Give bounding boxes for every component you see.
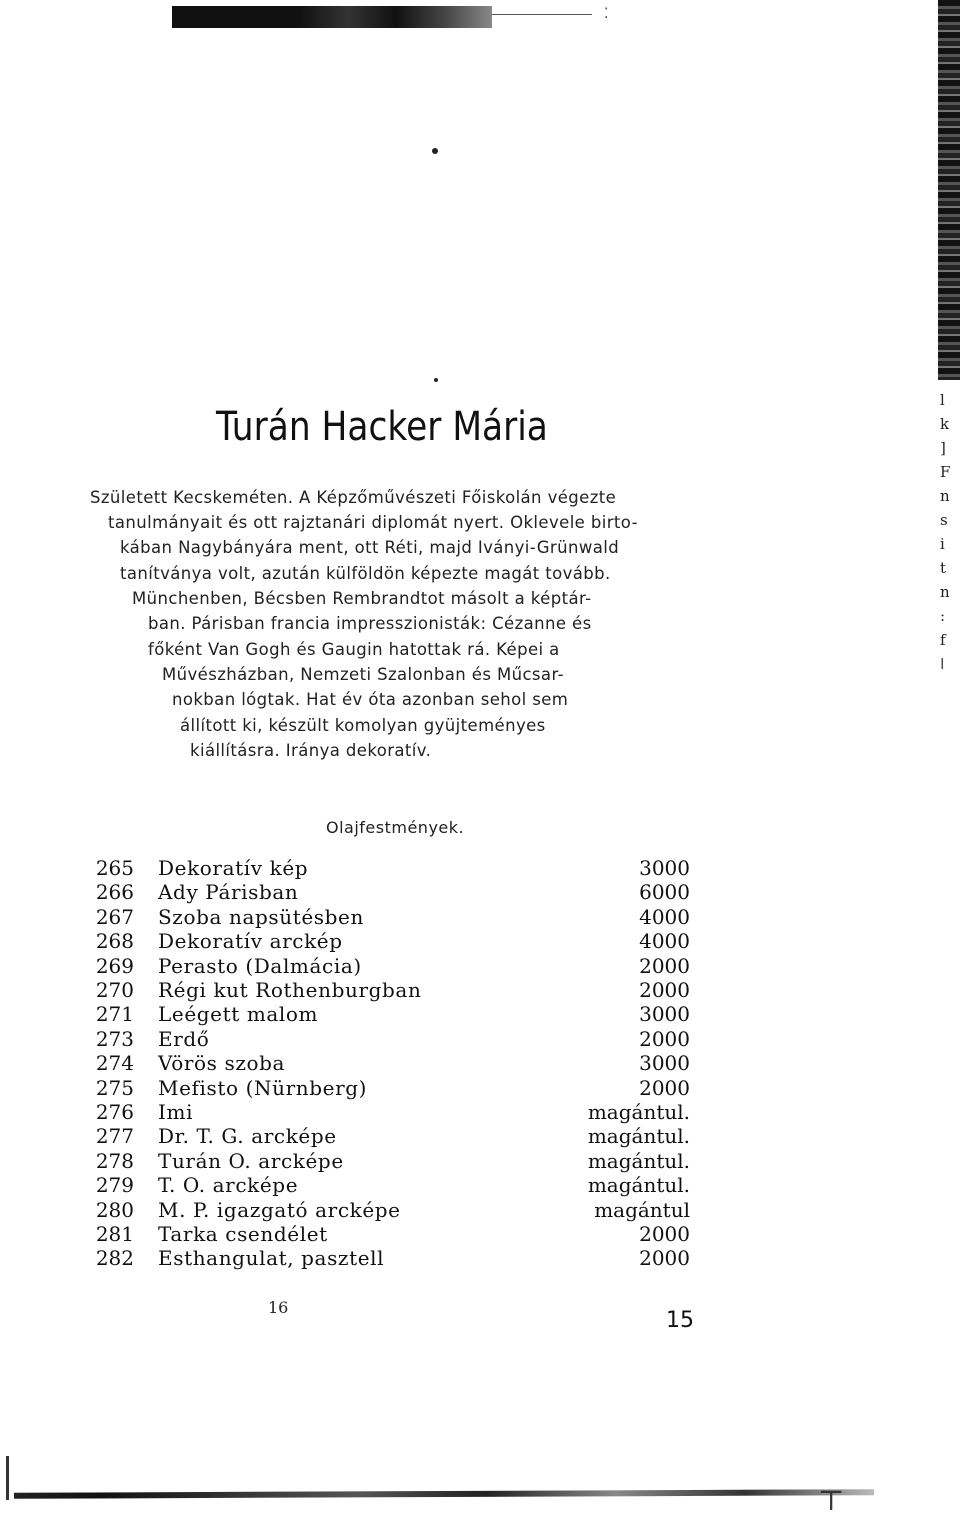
item-title: Dr. T. G. arcképe xyxy=(158,1124,337,1149)
item-number: 273 xyxy=(95,1026,134,1051)
item-title: M. P. igazgató arcképe xyxy=(158,1197,401,1222)
item-price: 2000 xyxy=(639,1246,690,1271)
item-title: Esthangulat, pasztell xyxy=(158,1246,385,1271)
item-price: 2000 xyxy=(639,953,690,978)
scan-edge-right xyxy=(938,0,960,380)
bio-line: főként Van Gogh és Gaugin hatottak rá. Képei a xyxy=(148,640,560,659)
item-number: 275 xyxy=(95,1075,134,1100)
item-title: Dekoratív arckép xyxy=(158,929,343,954)
bio-line: Született Kecskeméten. A Képzőművészeti Főiskolán végezte xyxy=(90,488,617,507)
page-title: Turán Hacker Mária xyxy=(216,404,548,450)
item-price: 6000 xyxy=(639,880,690,905)
item-price: magántul. xyxy=(587,1148,690,1173)
item-price: magántul xyxy=(594,1197,690,1222)
scan-edge-top xyxy=(172,6,492,28)
list-item xyxy=(0,1002,960,1026)
item-title: Mefisto (Nürnberg) xyxy=(158,1075,368,1100)
list-item xyxy=(0,1027,960,1051)
page-number: 15 xyxy=(666,1308,694,1333)
bio-line: Münchenben, Bécsben Rembrandtot másolt a képtár- xyxy=(132,589,592,608)
item-title: Tarka csendélet xyxy=(158,1222,328,1246)
item-title: Vörös szoba xyxy=(158,1051,286,1076)
item-price: 3000 xyxy=(639,856,690,880)
item-number: 277 xyxy=(95,1124,134,1149)
list-item xyxy=(0,954,960,978)
bio-line: Művészházban, Nemzeti Szalonban és Műcsar- xyxy=(162,665,564,684)
list-item xyxy=(0,1246,960,1270)
list-item xyxy=(0,1198,960,1222)
item-number: 274 xyxy=(95,1051,134,1076)
item-title: Perasto (Dalmácia) xyxy=(158,953,362,978)
list-item xyxy=(0,1124,960,1148)
bio-line: kában Nagybányára ment, ott Réti, majd Iványi-Grünwald xyxy=(120,538,620,557)
scan-speck xyxy=(434,378,438,382)
item-title: Turán O. arcképe xyxy=(158,1148,344,1173)
list-item xyxy=(0,905,960,929)
item-title: Imi xyxy=(158,1100,194,1124)
scan-edge-bottom xyxy=(14,1488,874,1500)
item-number: 270 xyxy=(95,978,134,1002)
item-price: 2000 xyxy=(639,1075,690,1100)
item-number: 280 xyxy=(95,1197,134,1222)
item-price: 3000 xyxy=(639,1002,690,1027)
scan-speck xyxy=(432,148,438,154)
scan-speck: ⊤ xyxy=(818,1484,845,1517)
item-number: 268 xyxy=(95,929,134,954)
scan-edge-right-text: l k ] F n s i t n : f ǀ xyxy=(940,391,951,673)
list-item xyxy=(0,1076,960,1100)
list-item xyxy=(0,856,960,880)
item-price: 2000 xyxy=(639,1222,690,1246)
item-number: 282 xyxy=(95,1246,134,1271)
item-price: 4000 xyxy=(639,929,690,954)
list-item xyxy=(0,880,960,904)
item-title: Erdő xyxy=(158,1026,210,1051)
item-price: magántul. xyxy=(587,1124,690,1149)
list-item xyxy=(0,1222,960,1246)
item-number: 269 xyxy=(95,953,134,978)
item-title: Leégett malom xyxy=(158,1002,319,1027)
item-price: magántul. xyxy=(587,1173,690,1198)
item-title: Dekoratív kép xyxy=(158,856,309,880)
item-number: 267 xyxy=(95,904,134,929)
list-item xyxy=(0,978,960,1002)
scan-line-top xyxy=(492,14,592,15)
bio-line: ban. Párisban francia impresszionisták: Cézanne és xyxy=(148,614,592,633)
item-price: 2000 xyxy=(639,1026,690,1051)
item-title: T. O. arcképe xyxy=(158,1173,299,1198)
bio-line: nokban lógtak. Hat év óta azonban sehol sem xyxy=(172,690,569,709)
bio-line: kiállításra. Iránya dekoratív. xyxy=(190,741,432,760)
item-number: 281 xyxy=(95,1222,134,1246)
item-title: Ady Párisban xyxy=(158,880,299,905)
list-item xyxy=(0,1149,960,1173)
list-item xyxy=(0,1051,960,1075)
item-price: 4000 xyxy=(639,904,690,929)
item-number: 276 xyxy=(95,1100,134,1124)
item-number: 265 xyxy=(95,856,134,880)
section-heading: Olajfestmények. xyxy=(326,818,465,837)
list-item xyxy=(0,929,960,953)
item-price: 3000 xyxy=(639,1051,690,1076)
bio-line: állított ki, készült komolyan gyüjteményes xyxy=(180,716,546,735)
scan-edge-left xyxy=(6,1456,9,1500)
item-number: 266 xyxy=(95,880,134,905)
list-item xyxy=(0,1100,960,1124)
item-number: 271 xyxy=(95,1002,134,1027)
bio-line: tanítványa volt, azután külföldön képezte magát tovább. xyxy=(120,564,611,583)
item-number: 278 xyxy=(95,1148,134,1173)
item-title: Régi kut Rothenburgban xyxy=(158,978,422,1002)
list-item xyxy=(0,1173,960,1197)
bio-line: tanulmányait és ott rajztanári diplomát nyert. Oklevele birto- xyxy=(108,513,638,532)
footer-mark: 16 xyxy=(268,1298,289,1317)
item-number: 279 xyxy=(95,1173,134,1198)
item-price: 2000 xyxy=(639,978,690,1002)
item-title: Szoba napsütésben xyxy=(158,904,364,929)
item-price: magántul. xyxy=(587,1100,690,1124)
scan-speck: ⁚ xyxy=(604,6,609,22)
